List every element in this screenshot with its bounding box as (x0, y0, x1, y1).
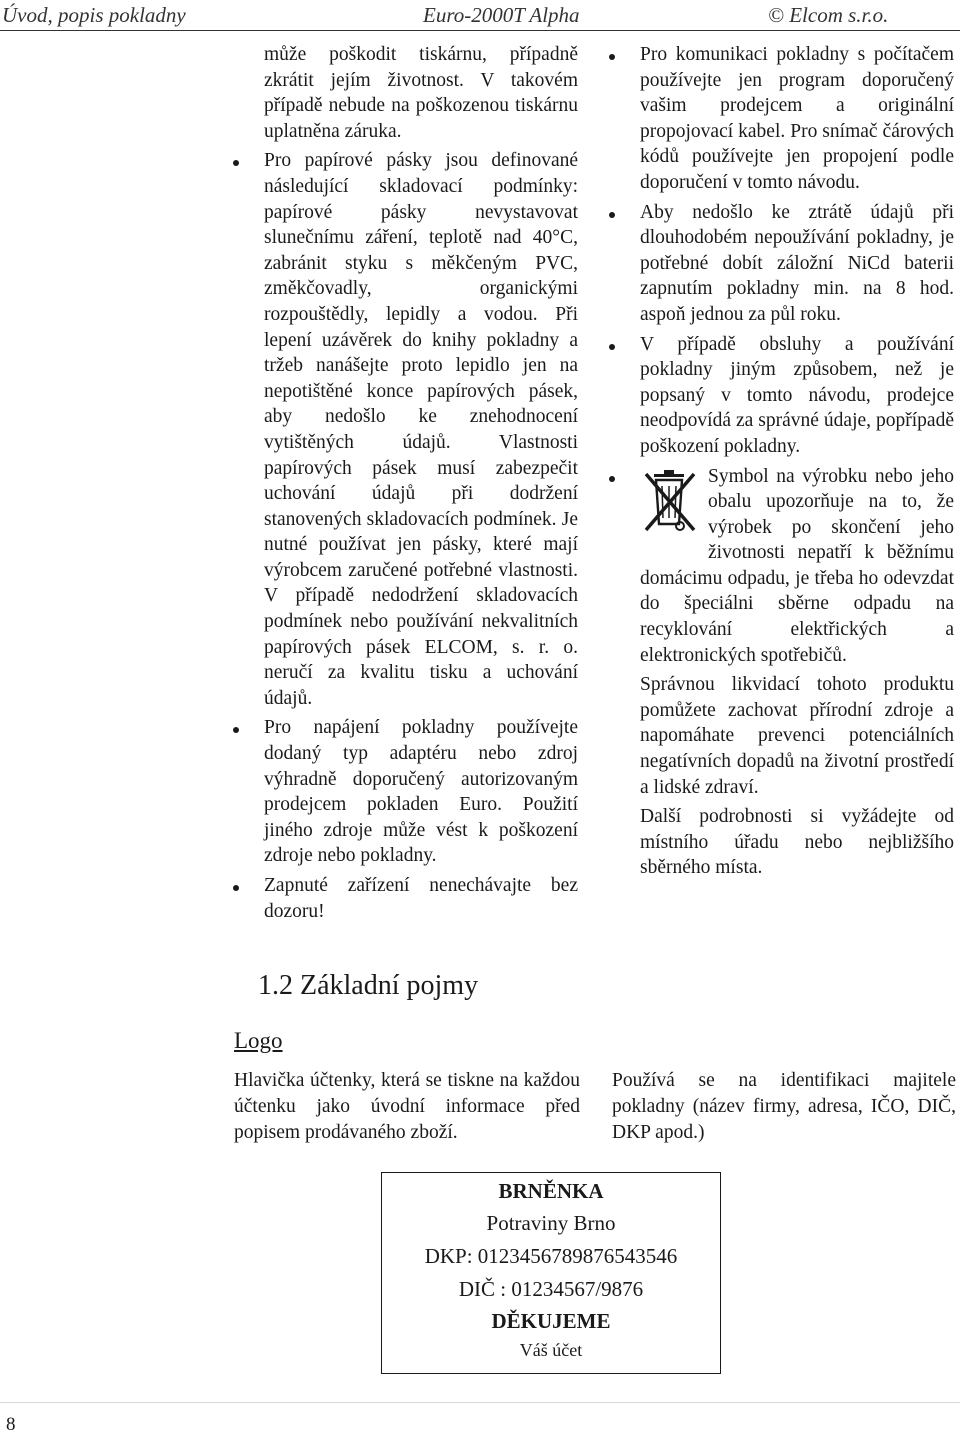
term-logo-usage: Používá se na identifikaci majitele pokladny (název firmy, adresa, IČO, DIČ, DKP apod.) (612, 1070, 956, 1143)
receipt-line-account: Váš účet (519, 1340, 583, 1360)
bullet-disposal (640, 464, 954, 669)
bullet-power-adapter: Pro napájení pokladny používejte dodaný typ adaptéru nebo zdroj výhradně doporučený autorizovaným prodejcem pokladen Euro. Použití jiného zdroje může vést k poškození zdroje nebo pokladny. (264, 715, 578, 869)
receipt-line-dic: DIČ : 01234567/9876 (458, 1277, 644, 1301)
crossed-out-wheelie-bin-icon (640, 468, 700, 538)
footer-rule (0, 1402, 960, 1403)
page-number: 8 (6, 1414, 16, 1435)
receipt-header-example (381, 1172, 721, 1374)
receipt-line-dkp: DKP: 0123456789876543546 (424, 1244, 678, 1268)
bullet-paper-storage: Pro papírové pásky jsou definované následující skladovací podmínky: papírové pásky nevystavovat slunečnímu záření, teplotě nad 40°C, zabránit styku s měkčeným PVC, změkčovadly, organickými rozpouštědly, lepidly a vodou. Při lepení uzávěrek do knihy pokladny a tržeb nanášejte proto lepidlo jen na nepotištěné konce papírových pásek, aby nedošlo ke znehodnocení vytištěných údajů. Vlastnosti papírových pásek musí zabezpečit uchování údajů při dodržení stanovených skladovacích podmínek. Je nutné používat jen pásky, které mají výrobcem zaručené potřebné vlastnosti. V případě nedodržení skladovacích podmínek nebo používání nekvalitních papírových pásek ELCOM, s. r. o. neručí za kvalitu tisku a uchování údajů. (264, 148, 578, 711)
bullet-pc-communication: Pro komunikaci pokladny s počítačem používejte jen program doporučený vašim prodejcem a originální propojovací kabel. Pro snímač čárových kódů používejte jen propojení podle doporučení v tomto návodu. (640, 42, 954, 196)
term-logo-label: Logo (234, 1028, 283, 1053)
receipt-line-company: BRNĚNKA (498, 1179, 604, 1203)
page-header (0, 0, 960, 32)
left-column (264, 42, 578, 928)
bullet-backup-battery: Aby nedošlo ke ztrátě údajů při dlouhodobém nepoužívání pokladny, je potřebné dobít záložní NiCd baterii zapnutím pokladny min. na 8 hod. aspoň jednou za půl roku. (640, 200, 954, 328)
disposal-text: Symbol na výrobku nebo jeho obalu upozorňuje na to, že výrobek po skončení jeho životnosti nepatří k běžnímu domácimu odpadu, je třeba ho odevzdat do špeciálni sběrne odpadu na recyklování elektřických a elektronických spotřebičů. (640, 465, 954, 666)
disposal-benefit-text: Správnou likvidací tohoto produktu pomůžete zachovat přírodní zdroje a napomáhate prevenci potenciálních negatívních dopadů na životní prostředí a lidské zdraví. (640, 674, 954, 798)
paragraph-continued: může poškodit tiskárnu, případně zkrátit jejím životnost. V takovém případě nebude na poškozenou tiskárnu uplatněna záruka. (264, 44, 578, 142)
right-column (640, 42, 954, 885)
term-logo-description: Hlavička účtenky, která se tiskne na každou účtenku jako úvodní informace před popisem prodávaného zboží. (234, 1070, 580, 1143)
header-copyright: © Elcom s.r.o. (768, 3, 889, 27)
disposal-contact-text: Další podrobnosti si vyžádejte od místního úřadu nebo nejbližšího sběrného místa. (640, 806, 954, 879)
header-rule (0, 30, 960, 31)
receipt-line-thanks: DĚKUJEME (491, 1309, 611, 1333)
bullet-unattended: Zapnuté zařízení nenechávajte bez dozoru! (264, 873, 578, 924)
header-product-name: Euro-2000T Alpha (423, 3, 580, 27)
section-heading: 1.2 Základní pojmy (258, 970, 479, 1001)
header-chapter-title: Úvod, popis pokladny (2, 3, 186, 27)
receipt-line-shop: Potraviny Brno (486, 1211, 616, 1235)
bullet-improper-use: V případě obsluhy a používání pokladny jiným způsobem, než je popsaný v tomto návodu, prodejce neodpovídá za správné údaje, popřípadě poškození pokladny. (640, 332, 954, 460)
